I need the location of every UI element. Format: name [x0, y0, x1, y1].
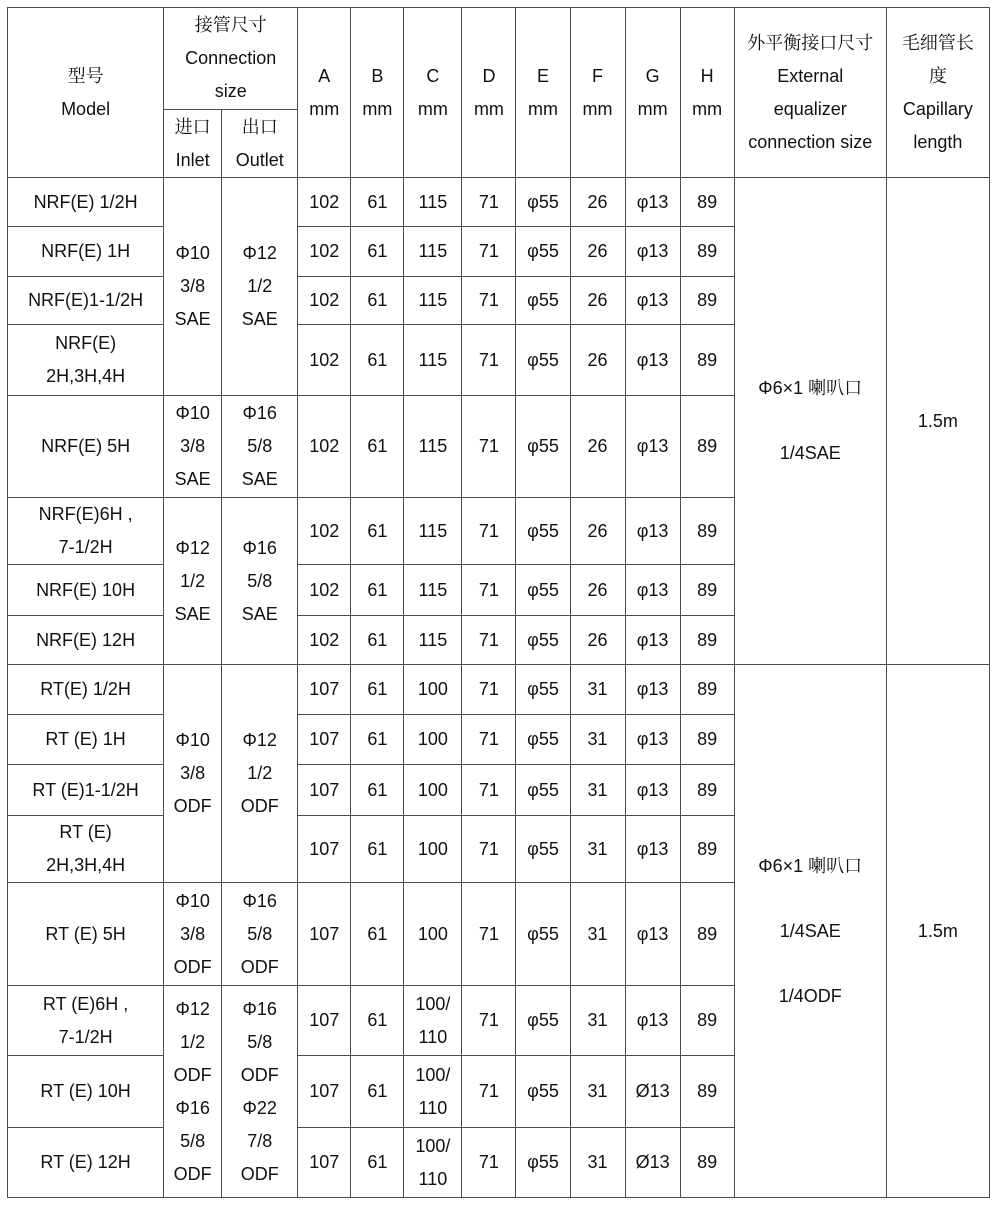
nrf-capillary-cell: 1.5m — [886, 178, 989, 665]
equalizer-line: 1/4ODF — [778, 985, 842, 1006]
outlet-line: 5/8 — [247, 570, 273, 591]
cell-g: φ13 — [625, 665, 680, 715]
model-cell — [8, 498, 164, 565]
cell-c — [404, 765, 462, 816]
inlet-line: Φ10 — [175, 730, 210, 750]
cell-d: 71 — [462, 498, 516, 565]
model-cell — [8, 883, 164, 986]
model-line: NRF(E) 10H — [36, 579, 136, 600]
header-dim-a — [298, 8, 351, 178]
outlet-line: SAE — [241, 309, 278, 329]
inlet-line: 3/8 — [180, 763, 206, 783]
table-row — [8, 178, 990, 227]
header-dim-e — [516, 8, 570, 178]
cell-e: φ55 — [516, 1128, 570, 1198]
cell-g: φ13 — [625, 986, 680, 1056]
cell-a: 102 — [298, 396, 351, 498]
cell-f: 31 — [570, 765, 625, 816]
cell-a: 107 — [298, 986, 351, 1056]
cell-g: φ13 — [625, 616, 680, 665]
model-line: RT (E) 10H — [40, 1081, 131, 1101]
header-dim-g — [625, 8, 680, 178]
cell-c — [404, 715, 462, 765]
model-line: RT(E) 1/2H — [40, 679, 131, 699]
cell-e: φ55 — [516, 616, 570, 665]
inlet-line: 5/8 — [180, 1130, 206, 1151]
model-line: 7-1/2H — [58, 1026, 113, 1047]
header-model-en: Model — [61, 98, 111, 119]
cell-h: 89 — [680, 565, 734, 616]
cell-f: 26 — [570, 565, 625, 616]
cell-a: 107 — [298, 1128, 351, 1198]
inlet-line: Φ10 — [175, 403, 210, 423]
cell-h: 89 — [680, 498, 734, 565]
outlet-line: 1/2 — [247, 276, 273, 296]
header-dim-f — [570, 8, 625, 178]
cell-h: 89 — [680, 227, 734, 277]
model-line: 2H,3H,4H — [46, 366, 126, 386]
dim-unit: mm — [637, 98, 668, 119]
outlet-cell — [222, 396, 298, 498]
cell-h: 89 — [680, 665, 734, 715]
equalizer-line: Φ6×1 喇叭口 — [758, 855, 863, 876]
outlet-line: Φ16 — [242, 403, 277, 423]
inlet-cell — [164, 665, 222, 883]
cell-h: 89 — [680, 1128, 734, 1198]
inlet-line: 3/8 — [180, 436, 206, 456]
cell-a: 107 — [298, 715, 351, 765]
cell-f: 31 — [570, 665, 625, 715]
cell-e: φ55 — [516, 765, 570, 816]
cell-b: 61 — [351, 1056, 404, 1128]
model-line: RT (E) 12H — [40, 1152, 131, 1172]
rt-capillary-cell: 1.5m — [886, 665, 989, 1198]
c-line: 110 — [418, 1026, 448, 1047]
cell-c — [404, 396, 462, 498]
model-line: RT (E) — [59, 822, 112, 842]
model-line: RT (E) 5H — [45, 923, 126, 944]
outlet-line: ODF — [240, 796, 279, 816]
cell-a: 102 — [298, 498, 351, 565]
cell-h: 89 — [680, 277, 734, 325]
model-cell — [8, 277, 164, 325]
cell-f: 31 — [570, 715, 625, 765]
model-cell — [8, 1056, 164, 1128]
dim-unit: mm — [417, 98, 448, 119]
cell-b: 61 — [351, 498, 404, 565]
header-equalizer-en1: External — [777, 65, 844, 86]
outlet-cell — [222, 986, 298, 1198]
header-equalizer-en2: equalizer — [773, 98, 847, 119]
cell-e: φ55 — [516, 325, 570, 396]
header-capillary-zh2: 度 — [928, 65, 947, 86]
inlet-line: SAE — [174, 309, 211, 329]
model-cell — [8, 178, 164, 227]
cell-h: 89 — [680, 325, 734, 396]
cell-b: 61 — [351, 325, 404, 396]
dim-letter: F — [592, 65, 604, 86]
inlet-line: SAE — [174, 469, 211, 489]
outlet-line: ODF — [240, 1064, 279, 1085]
header-dim-b — [351, 8, 404, 178]
cell-g: φ13 — [625, 325, 680, 396]
dim-letter: A — [318, 65, 331, 86]
header-connection-en1: Connection — [185, 48, 277, 68]
inlet-line: ODF — [173, 796, 212, 816]
cell-h: 89 — [680, 396, 734, 498]
cell-g: φ13 — [625, 396, 680, 498]
cell-d: 71 — [462, 765, 516, 816]
model-line: RT (E)6H , — [42, 993, 129, 1014]
dim-letter: H — [700, 65, 714, 86]
model-cell — [8, 715, 164, 765]
c-line: 100 — [417, 729, 448, 749]
cell-b: 61 — [351, 715, 404, 765]
cell-g: φ13 — [625, 277, 680, 325]
cell-a: 107 — [298, 816, 351, 883]
cell-d: 71 — [462, 325, 516, 396]
cell-h: 89 — [680, 616, 734, 665]
header-capillary-zh1: 毛细管长 — [901, 32, 974, 53]
outlet-cell — [222, 665, 298, 883]
outlet-cell — [222, 498, 298, 665]
cell-c — [404, 227, 462, 277]
inlet-line: Φ16 — [175, 1097, 210, 1118]
c-line: 115 — [418, 436, 448, 456]
model-line: NRF(E) — [55, 333, 117, 353]
header-equalizer — [734, 8, 886, 178]
c-line: 115 — [418, 520, 448, 541]
cell-f: 26 — [570, 227, 625, 277]
outlet-line: 1/2 — [247, 763, 273, 783]
model-line: NRF(E) 5H — [41, 436, 131, 456]
header-connection-size — [164, 8, 298, 110]
inlet-line: ODF — [173, 1064, 212, 1085]
cell-c — [404, 565, 462, 616]
model-cell — [8, 665, 164, 715]
dim-unit: mm — [362, 98, 393, 119]
cell-a: 102 — [298, 325, 351, 396]
model-line: RT (E)1-1/2H — [32, 779, 139, 800]
table-row — [8, 665, 990, 715]
model-line: 2H,3H,4H — [46, 855, 126, 875]
header-model — [8, 8, 164, 178]
cell-b: 61 — [351, 565, 404, 616]
model-line: NRF(E) 12H — [36, 629, 136, 650]
header-dim-c — [404, 8, 462, 178]
c-line: 115 — [418, 629, 448, 650]
cell-f: 26 — [570, 277, 625, 325]
cell-e: φ55 — [516, 277, 570, 325]
cell-h: 89 — [680, 715, 734, 765]
header-outlet — [222, 110, 298, 178]
header-inlet — [164, 110, 222, 178]
valve-spec-table — [7, 7, 990, 1198]
c-line: 115 — [418, 241, 448, 261]
inlet-line: 3/8 — [180, 923, 206, 944]
cell-c — [404, 665, 462, 715]
cell-b: 61 — [351, 883, 404, 986]
cell-d: 71 — [462, 178, 516, 227]
cell-a: 102 — [298, 616, 351, 665]
model-line: NRF(E)6H , — [38, 504, 133, 524]
c-line: 100 — [417, 779, 448, 800]
model-line: NRF(E)1-1/2H — [28, 290, 144, 310]
outlet-line: Φ12 — [242, 730, 277, 750]
header-row-1 — [8, 8, 990, 110]
header-outlet-zh: 出口 — [241, 116, 278, 137]
cell-f: 31 — [570, 883, 625, 986]
outlet-cell — [222, 883, 298, 986]
c-line: 100/ — [415, 993, 451, 1014]
cell-e: φ55 — [516, 1056, 570, 1128]
inlet-cell — [164, 498, 222, 665]
cell-e: φ55 — [516, 986, 570, 1056]
model-cell — [8, 325, 164, 396]
cell-e: φ55 — [516, 178, 570, 227]
inlet-line: 1/2 — [180, 1031, 206, 1052]
cell-f: 31 — [570, 816, 625, 883]
c-line: 110 — [418, 1168, 448, 1189]
cell-b: 61 — [351, 616, 404, 665]
cell-b: 61 — [351, 816, 404, 883]
cell-c — [404, 816, 462, 883]
dim-unit: mm — [527, 98, 558, 119]
inlet-line: ODF — [173, 1163, 212, 1184]
outlet-line: SAE — [241, 603, 278, 624]
cell-c — [404, 986, 462, 1056]
cell-e: φ55 — [516, 715, 570, 765]
outlet-line: Φ16 — [242, 998, 277, 1019]
equalizer-line: Φ6×1 喇叭口 — [758, 378, 863, 398]
cell-d: 71 — [462, 1128, 516, 1198]
cell-d: 71 — [462, 715, 516, 765]
header-dim-h — [680, 8, 734, 178]
inlet-cell — [164, 178, 222, 396]
inlet-line: 1/2 — [180, 570, 206, 591]
cell-f: 26 — [570, 498, 625, 565]
inlet-cell — [164, 986, 222, 1198]
c-line: 115 — [418, 579, 448, 600]
cell-g: φ13 — [625, 883, 680, 986]
header-inlet-en: Inlet — [175, 149, 210, 170]
model-cell — [8, 986, 164, 1056]
cell-e: φ55 — [516, 565, 570, 616]
cell-g: φ13 — [625, 765, 680, 816]
c-line: 115 — [418, 349, 448, 370]
cell-c — [404, 277, 462, 325]
cell-f: 26 — [570, 616, 625, 665]
model-line: 7-1/2H — [58, 537, 113, 557]
cell-c — [404, 616, 462, 665]
cell-h: 89 — [680, 986, 734, 1056]
cell-h: 89 — [680, 883, 734, 986]
cell-h: 89 — [680, 178, 734, 227]
cell-g: φ13 — [625, 715, 680, 765]
cell-c — [404, 1128, 462, 1198]
cell-f: 31 — [570, 986, 625, 1056]
outlet-line: 7/8 — [247, 1130, 273, 1151]
outlet-line: Φ16 — [242, 537, 277, 558]
nrf-equalizer-cell — [734, 178, 886, 665]
cell-e: φ55 — [516, 227, 570, 277]
cell-f: 31 — [570, 1056, 625, 1128]
cell-f: 31 — [570, 1128, 625, 1198]
c-line: 115 — [418, 191, 448, 212]
outlet-line: Φ12 — [242, 243, 277, 263]
cell-d: 71 — [462, 227, 516, 277]
model-cell — [8, 227, 164, 277]
cell-c — [404, 178, 462, 227]
cell-a: 107 — [298, 665, 351, 715]
cell-b: 61 — [351, 986, 404, 1056]
cell-a: 107 — [298, 765, 351, 816]
model-line: NRF(E) 1H — [41, 241, 131, 261]
equalizer-line: 1/4SAE — [779, 920, 841, 941]
cell-e: φ55 — [516, 816, 570, 883]
header-capillary-en2: length — [913, 131, 963, 152]
cell-h: 89 — [680, 816, 734, 883]
header-equalizer-zh: 外平衡接口尺寸 — [747, 32, 874, 53]
cell-d: 71 — [462, 616, 516, 665]
cell-h: 89 — [680, 765, 734, 816]
outlet-line: Φ22 — [242, 1097, 277, 1118]
cell-g: Ø13 — [625, 1056, 680, 1128]
inlet-line: Φ12 — [175, 537, 210, 558]
dim-letter: B — [371, 65, 384, 86]
cell-f: 26 — [570, 178, 625, 227]
cell-d: 71 — [462, 396, 516, 498]
model-cell — [8, 396, 164, 498]
cell-f: 26 — [570, 396, 625, 498]
header-capillary — [886, 8, 989, 178]
cell-g: φ13 — [625, 498, 680, 565]
cell-e: φ55 — [516, 665, 570, 715]
equalizer-line: 1/4SAE — [779, 443, 841, 463]
header-dim-d — [462, 8, 516, 178]
header-inlet-zh: 进口 — [174, 116, 211, 137]
model-line: RT (E) 1H — [45, 729, 126, 749]
cell-b: 61 — [351, 277, 404, 325]
cell-c — [404, 325, 462, 396]
inlet-cell — [164, 883, 222, 986]
model-cell — [8, 816, 164, 883]
cell-e: φ55 — [516, 396, 570, 498]
model-line: NRF(E) 1/2H — [33, 191, 138, 212]
header-equalizer-en3: connection size — [748, 131, 873, 152]
model-cell — [8, 616, 164, 665]
c-line: 100 — [417, 838, 448, 859]
cell-a: 107 — [298, 1056, 351, 1128]
cell-g: φ13 — [625, 565, 680, 616]
dim-letter: G — [645, 65, 660, 86]
c-line: 100 — [417, 679, 448, 699]
cell-a: 102 — [298, 227, 351, 277]
cell-e: φ55 — [516, 883, 570, 986]
dim-letter: E — [536, 65, 549, 86]
model-cell — [8, 765, 164, 816]
outlet-line: 5/8 — [247, 436, 273, 456]
cell-d: 71 — [462, 565, 516, 616]
cell-c — [404, 498, 462, 565]
cell-d: 71 — [462, 986, 516, 1056]
inlet-line: Φ12 — [175, 998, 210, 1019]
outlet-line: Φ16 — [242, 890, 277, 911]
cell-d: 71 — [462, 883, 516, 986]
outlet-line: ODF — [240, 956, 279, 977]
inlet-cell — [164, 396, 222, 498]
outlet-cell — [222, 178, 298, 396]
dim-letter: D — [482, 65, 496, 86]
cell-d: 71 — [462, 816, 516, 883]
cell-g: φ13 — [625, 178, 680, 227]
cell-h: 89 — [680, 1056, 734, 1128]
c-line: 110 — [418, 1097, 448, 1118]
inlet-line: Φ10 — [175, 890, 210, 911]
cell-b: 61 — [351, 665, 404, 715]
header-outlet-en: Outlet — [235, 149, 284, 170]
header-connection-zh: 接管尺寸 — [194, 15, 267, 35]
dim-unit: mm — [692, 98, 723, 119]
inlet-line: Φ10 — [175, 243, 210, 263]
cell-b: 61 — [351, 178, 404, 227]
cell-d: 71 — [462, 1056, 516, 1128]
outlet-line: 5/8 — [247, 1031, 273, 1052]
header-capillary-en1: Capillary — [902, 98, 973, 119]
outlet-line: 5/8 — [247, 923, 273, 944]
cell-g: φ13 — [625, 227, 680, 277]
c-line: 100 — [417, 923, 448, 944]
cell-g: φ13 — [625, 816, 680, 883]
c-line: 100/ — [415, 1135, 451, 1156]
dim-unit: mm — [582, 98, 613, 119]
cell-c — [404, 883, 462, 986]
outlet-line: ODF — [240, 1163, 279, 1184]
dim-letter: C — [426, 65, 440, 86]
cell-a: 102 — [298, 277, 351, 325]
cell-b: 61 — [351, 1128, 404, 1198]
header-connection-en2: size — [214, 81, 247, 101]
dim-unit: mm — [309, 98, 340, 119]
cell-d: 71 — [462, 665, 516, 715]
cell-g: Ø13 — [625, 1128, 680, 1198]
cell-d: 71 — [462, 277, 516, 325]
cell-f: 26 — [570, 325, 625, 396]
cell-b: 61 — [351, 396, 404, 498]
header-model-zh: 型号 — [67, 65, 104, 86]
rt-equalizer-cell — [734, 665, 886, 1198]
model-cell — [8, 1128, 164, 1198]
cell-b: 61 — [351, 227, 404, 277]
cell-b: 61 — [351, 765, 404, 816]
inlet-line: SAE — [174, 603, 211, 624]
model-cell — [8, 565, 164, 616]
outlet-line: SAE — [241, 469, 278, 489]
inlet-line: ODF — [173, 956, 212, 977]
inlet-line: 3/8 — [180, 276, 206, 296]
cell-a: 102 — [298, 565, 351, 616]
cell-a: 107 — [298, 883, 351, 986]
c-line: 115 — [418, 290, 448, 310]
cell-e: φ55 — [516, 498, 570, 565]
cell-c — [404, 1056, 462, 1128]
dim-unit: mm — [473, 98, 504, 119]
cell-a: 102 — [298, 178, 351, 227]
c-line: 100/ — [415, 1064, 451, 1085]
